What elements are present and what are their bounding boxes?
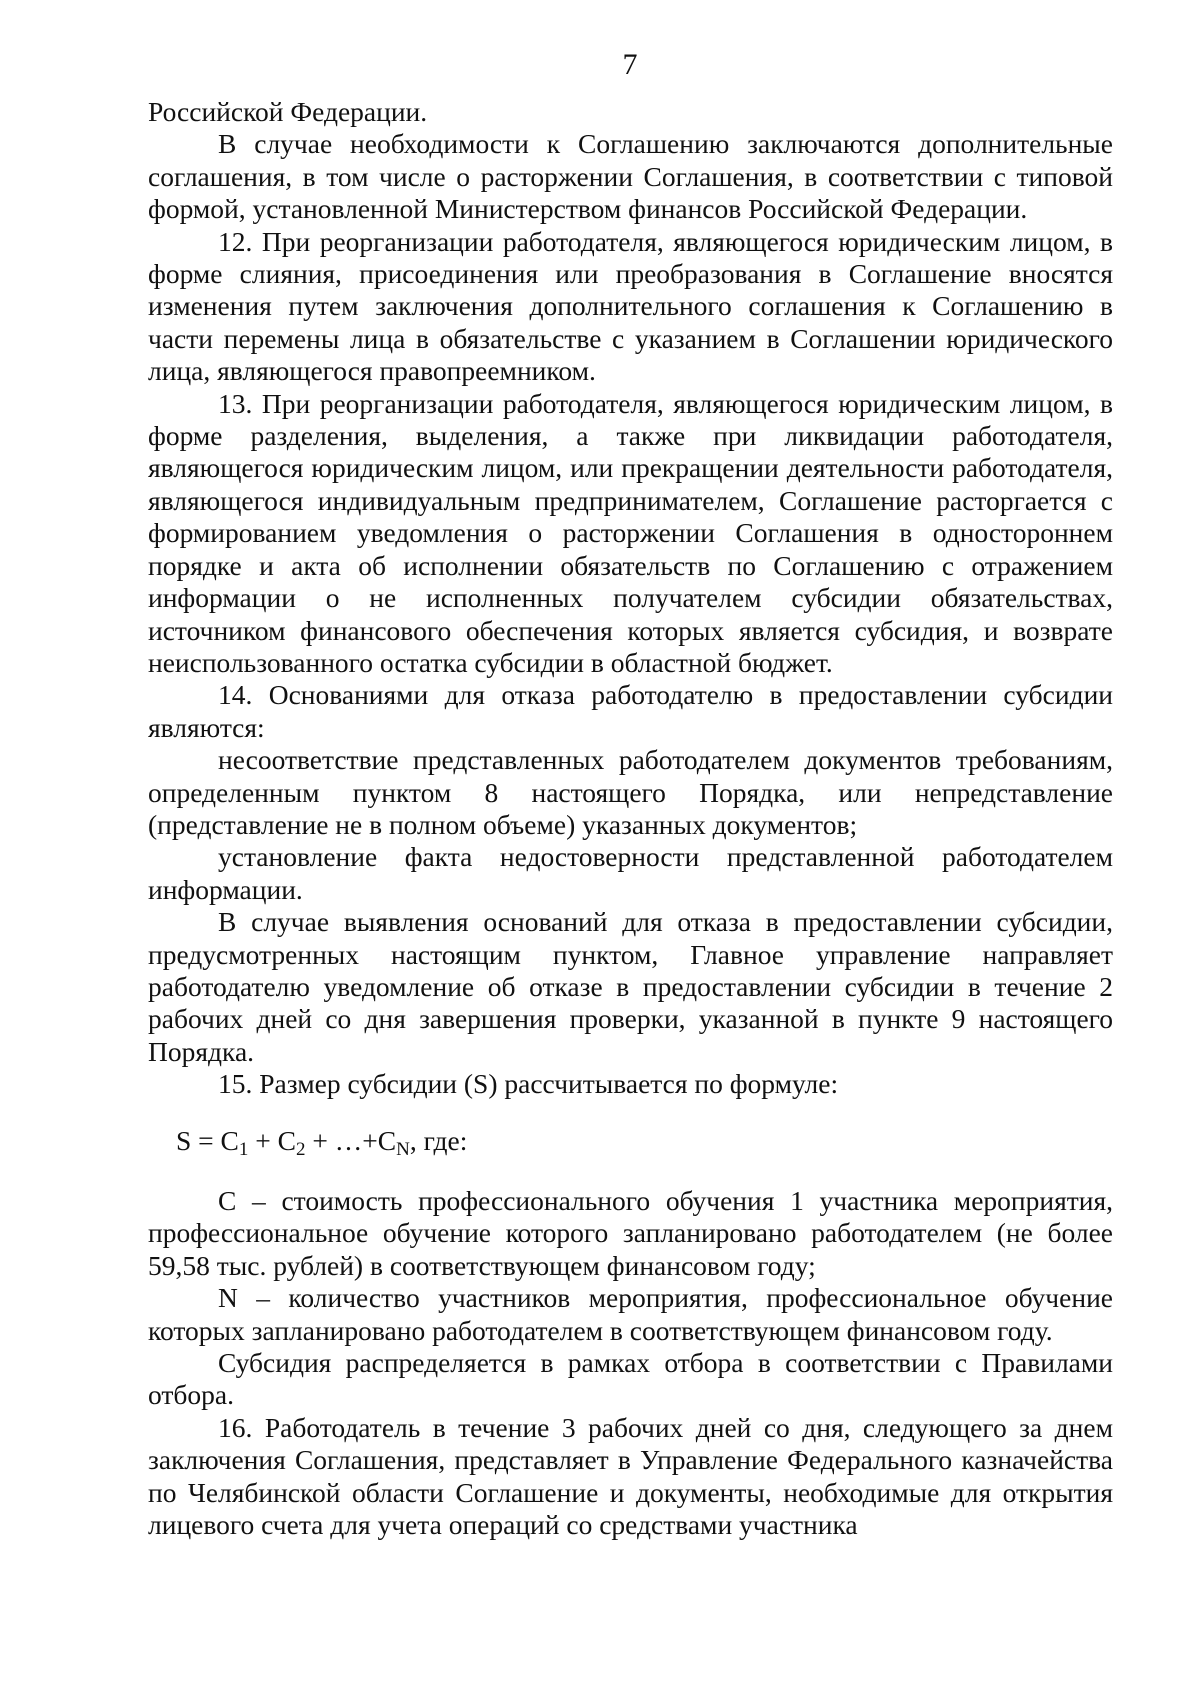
paragraph-item-16: 16. Работодатель в течение 3 рабочих дней со дня, следующего за днем заключения Соглашения, представляет в Управление Федерального казначейства по Челябинской области Соглашение и документы, необходимые для открытия лицевого счета для учета операций со средствами участника (148, 1411, 1113, 1541)
formula-sub-2: 2 (296, 1138, 306, 1160)
paragraph-refusal-ground-1: несоответствие представленных работодателем документов требованиям, определенным пунктом 8 настоящего Порядка, или непредставление (представление не в полном объеме) указанных документов; (148, 744, 1113, 840)
formula-mid: + …+C (305, 1124, 397, 1156)
paragraph-item-14: 14. Основаниями для отказа работодателю в предоставлении субсидии являются: (148, 679, 1113, 743)
paragraph-item-12: 12. При реорганизации работодателя, являющегося юридическим лицом, в форме слияния, присоединения или преобразования в Соглашение вносятся изменения путем заключения дополнительного соглашения к Соглашению в части перемены лица в обязательстве с указанием в Соглашении юридического лица, являющегося правопреемником. (148, 225, 1113, 387)
paragraph-additional-agreements: В случае необходимости к Соглашению заключаются дополнительные соглашения, в том числе о расторжении Соглашения, в соответствии с типовой формой, установленной Министерством финансов Российской Федерации. (148, 128, 1113, 225)
formula-lhs: S = C (176, 1124, 239, 1156)
paragraph-continuation: Российской Федерации. (148, 96, 428, 127)
paragraph-definition-n: N – количество участников мероприятия, профессиональное обучение которых запланировано работодателем в соответствующем финансовом году. (148, 1282, 1113, 1346)
formula-plus-1: + C (248, 1124, 297, 1156)
paragraph-refusal-notice: В случае выявления оснований для отказа в предоставлении субсидии, предусмотренных настоящим пунктом, Главное управление направляет работодателю уведомление об отказе в предоставлении субсидии в течение 2 рабочих дней со дня завершения проверки, указанной в пункте 9 настоящего Порядка. (148, 906, 1113, 1067)
subsidy-formula (148, 1124, 1113, 1160)
page-number: 7 (622, 48, 638, 81)
paragraph-item-13: 13. При реорганизации работодателя, являющегося юридическим лицом, в форме разделения, выделения, а также при ликвидации работодателя, являющегося юридическим лицом, или прекращении деятельности работодателя, являющегося индивидуальным предпринимателем, Соглашение расторгается с формированием уведомления о расторжении Соглашения в одностороннем порядке и акта об исполнении обязательств по Соглашению с отражением информации о не исполненных получателем субсидии обязательствах, источником финансового обеспечения которых является субсидия, и возврате неиспользованного остатка субсидии в областной бюджет. (148, 387, 1113, 678)
formula-tail: , где: (409, 1124, 468, 1156)
paragraph-definition-c: С – стоимость профессионального обучения 1 участника мероприятия, профессиональное обучение которого запланировано работодателем (не более 59,58 тыс. рублей) в соответствующем финансовом году; (148, 1185, 1113, 1281)
formula-sub-n: N (396, 1138, 410, 1160)
formula-sub-1: 1 (238, 1138, 249, 1160)
document-body (148, 96, 1113, 1541)
paragraph-refusal-ground-2: установление факта недостоверности представленной работодателем информации. (148, 841, 1113, 905)
paragraph-distribution: Субсидия распределяется в рамках отбора в соответствии с Правилами отбора. (148, 1347, 1113, 1411)
paragraph-item-15: 15. Размер субсидии (S) рассчитывается по формуле: (218, 1068, 839, 1100)
